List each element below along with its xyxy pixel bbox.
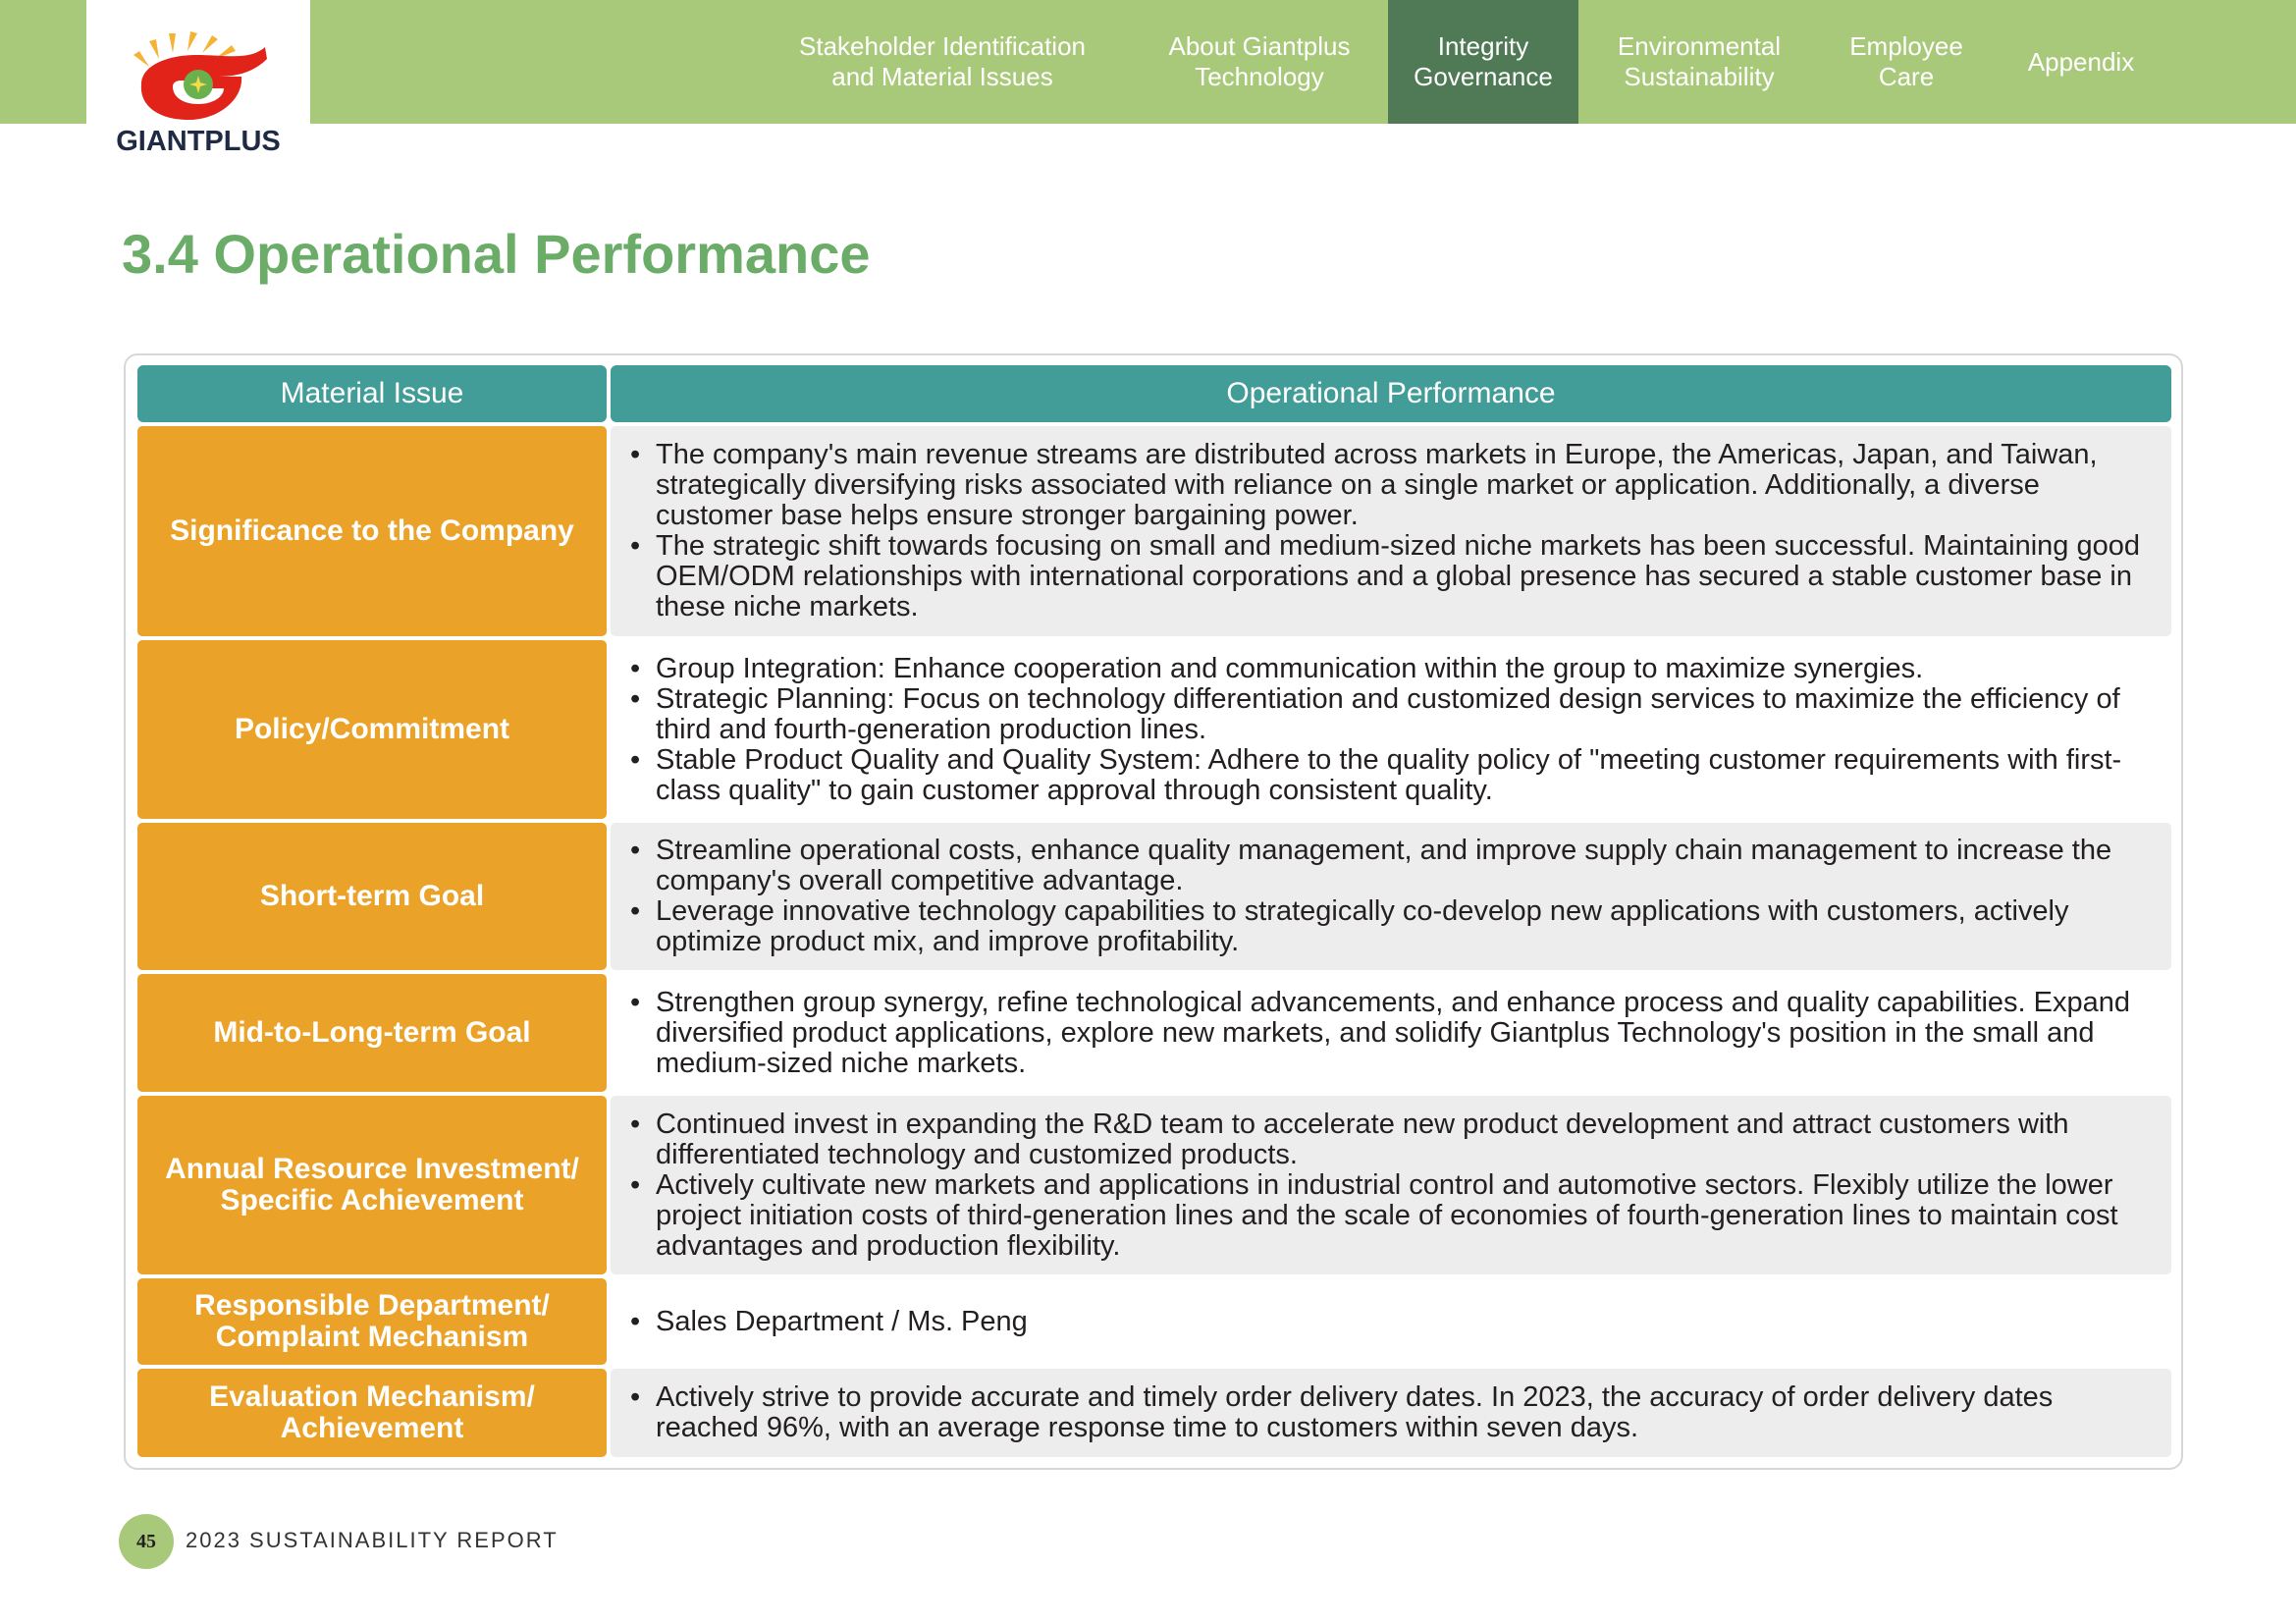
table-row-responsible-department — [611, 1278, 2171, 1365]
nav-label-line2: Technology — [1195, 62, 1324, 91]
nav-label-line2: Governance — [1414, 62, 1553, 91]
bullet-item: • Leverage innovative technology capabilities to strategically co-develop new applications with customers, actively optimize product mix, and improve profitability. — [630, 896, 2148, 957]
table-row-mid-long-term-goal — [611, 974, 2171, 1092]
logo-text: GIANTPLUS — [116, 126, 281, 157]
bullet-item: • Group Integration: Enhance cooperation and communication within the group to maximize synergies. — [630, 654, 2148, 684]
bullet-item: • Strategic Planning: Focus on technology differentiation and customized design services to maximize the efficiency of third and fourth-generation production lines. — [630, 684, 2148, 745]
nav-label-line1: About Giantplus — [1168, 31, 1351, 61]
table-row-evaluation-mechanism — [611, 1369, 2171, 1457]
table-header-material-issue: Material Issue — [137, 365, 607, 422]
nav-label-line2: Care — [1878, 62, 1935, 91]
bullet-item: • Actively cultivate new markets and applications in industrial control and automotive sectors. Flexibly utilize the lower project initiation costs of third-generation lines and the scale of economies of fourth-generation lines to maintain cost advantages and production flexibility. — [630, 1170, 2148, 1262]
nav-environmental-sustainability[interactable] — [1596, 0, 1802, 124]
table-row-significance — [611, 426, 2171, 636]
nav-label-line1: Stakeholder Identification — [799, 31, 1086, 61]
issue-cell-mid-long-term-goal: Mid-to-Long-term Goal — [137, 974, 607, 1092]
bullet-item: • Continued invest in expanding the R&D team to accelerate new product development and attract customers with differentiated technology and customized products. — [630, 1109, 2148, 1170]
nav-label-line2: and Material Issues — [831, 62, 1053, 91]
logo[interactable] — [86, 0, 310, 165]
giantplus-logo-icon — [120, 26, 277, 124]
issue-cell-significance: Significance to the Company — [137, 426, 607, 636]
nav-stakeholder-identification[interactable] — [775, 0, 1109, 124]
nav-label-line1: Employee — [1849, 31, 1963, 61]
nav-label-line1: Integrity — [1437, 31, 1529, 61]
table-row-short-term-goal — [611, 823, 2171, 970]
issue-cell-evaluation-mechanism: Evaluation Mechanism/ Achievement — [137, 1369, 607, 1457]
nav-about-giantplus[interactable] — [1139, 0, 1380, 124]
table-header-operational-performance: Operational Performance — [611, 365, 2171, 422]
bullet-item: • The strategic shift towards focusing on small and medium-sized niche markets has been successful. Maintaining good OEM/ODM relationships with international corporations and a global presence has secured a stable customer base in these niche markets. — [630, 531, 2148, 622]
nav-appendix[interactable] — [2002, 0, 2160, 124]
table-row-policy — [611, 640, 2171, 819]
issue-cell-annual-resource: Annual Resource Investment/ Specific Achievement — [137, 1096, 607, 1274]
nav-employee-care[interactable] — [1828, 0, 1985, 124]
bullet-item: • Streamline operational costs, enhance quality management, and improve supply chain management to increase the company's overall competitive advantage. — [630, 836, 2148, 896]
bullet-item: • Sales Department / Ms. Peng — [630, 1307, 2148, 1337]
nav-label-line1: Appendix — [2027, 46, 2135, 77]
issue-cell-policy: Policy/Commitment — [137, 640, 607, 819]
nav-integrity-governance[interactable] — [1388, 0, 1578, 124]
bullet-item: • The company's main revenue streams are distributed across markets in Europe, the Americas, Japan, and Taiwan, strategically diversifying risks associated with reliance on a single market or application. Additionally, a diverse customer base helps ensure stronger bargaining power. — [630, 440, 2148, 531]
issue-cell-short-term-goal: Short-term Goal — [137, 823, 607, 970]
nav-label-line1: Environmental — [1617, 31, 1782, 61]
page-number: 45 — [119, 1514, 174, 1569]
bullet-item: • Strengthen group synergy, refine technological advancements, and enhance process and quality capabilities. Expand diversified product applications, explore new markets, and solidify Giantplus Technology's position in the small and medium-sized niche markets. — [630, 988, 2148, 1079]
bullet-item: • Actively strive to provide accurate and timely order delivery dates. In 2023, the accuracy of order delivery dates reached 96%, with an average response time to customers within seven days. — [630, 1382, 2148, 1443]
bullet-item: • Stable Product Quality and Quality System: Adhere to the quality policy of "meeting customer requirements with first-class quality" to gain customer approval through consistent quality. — [630, 745, 2148, 806]
report-name: 2023 SUSTAINABILITY REPORT — [186, 1528, 559, 1552]
issue-cell-responsible-department: Responsible Department/ Complaint Mechanism — [137, 1278, 607, 1365]
nav-label-line2: Sustainability — [1624, 62, 1775, 91]
page-title: 3.4 Operational Performance — [122, 223, 871, 285]
table-row-annual-resource — [611, 1096, 2171, 1274]
